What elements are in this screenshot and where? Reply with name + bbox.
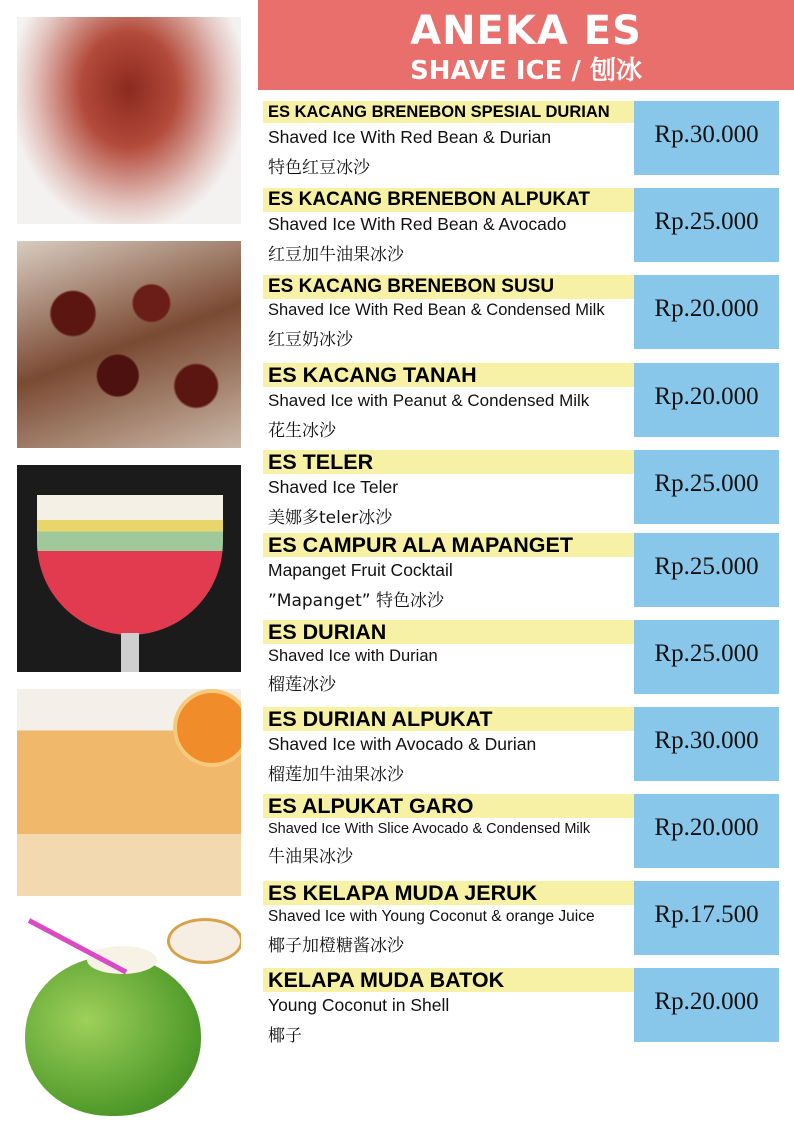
item-price: Rp.20.000 [634,794,779,868]
item-name: ES DURIAN ALPUKAT [263,707,635,731]
item-price: Rp.20.000 [634,363,779,437]
item-chinese-name: 榴莲冰沙 [268,675,336,695]
item-price: Rp.20.000 [634,968,779,1042]
photo-young-coconut [17,912,241,1119]
item-chinese-name: 榴莲加牛油果冰沙 [268,765,404,785]
menu-title: ANEKA ES [410,8,642,54]
item-name: ES ALPUKAT GARO [263,794,635,818]
item-description: Shaved Ice with Peanut & Condensed Milk [268,391,590,410]
item-price: Rp.17.500 [634,881,779,955]
item-chinese-name: 牛油果冰沙 [268,847,353,867]
item-name: ES KELAPA MUDA JERUK [263,881,635,905]
item-name: ES KACANG BRENEBON SPESIAL DURIAN [263,101,635,123]
item-name: ES CAMPUR ALA MAPANGET [263,533,635,557]
item-description: Shaved Ice With Red Bean & Avocado [268,214,567,234]
item-chinese-name: 椰子加橙糖酱冰沙 [268,936,404,956]
item-name: ES TELER [263,450,635,474]
item-description: Shaved Ice with Avocado & Durian [268,734,537,754]
item-description: Shaved Ice With Slice Avocado & Condensed Milk [268,821,591,837]
item-price: Rp.30.000 [634,101,779,175]
item-name: ES KACANG TANAH [263,363,635,387]
item-chinese-name: ”Mapanget” 特色冰沙 [268,591,445,611]
photo-red-bean-durian [17,17,241,224]
item-description: Shaved Ice with Young Coconut & orange Juice [268,908,595,925]
menu-subtitle: SHAVE ICE / 刨冰 [410,56,642,86]
item-name: KELAPA MUDA BATOK [263,968,635,992]
item-chinese-name: 红豆奶冰沙 [268,330,353,350]
item-description: Shaved Ice Teler [268,477,399,497]
item-name: ES KACANG BRENEBON SUSU [263,275,635,299]
item-name: ES KACANG BRENEBON ALPUKAT [263,188,635,212]
photo-es-teler [17,465,241,672]
item-description: Shaved Ice With Red Bean & Condensed Milk [268,301,605,319]
item-description: Shaved Ice With Red Bean & Durian [268,127,552,147]
photo-fruit-cocktail [17,689,241,896]
item-price: Rp.25.000 [634,533,779,607]
item-name: ES DURIAN [263,620,635,644]
item-price: Rp.25.000 [634,188,779,262]
item-price: Rp.25.000 [634,450,779,524]
item-description: Young Coconut in Shell [268,995,450,1015]
photo-red-bean-ice [17,241,241,448]
item-chinese-name: 美娜多teler冰沙 [268,508,393,528]
item-chinese-name: 椰子 [268,1026,302,1046]
item-chinese-name: 特色红豆冰沙 [268,158,370,178]
item-description: Mapanget Fruit Cocktail [268,560,453,580]
item-price: Rp.25.000 [634,620,779,694]
item-chinese-name: 花生冰沙 [268,421,336,441]
item-chinese-name: 红豆加牛油果冰沙 [268,245,404,265]
item-price: Rp.30.000 [634,707,779,781]
item-description: Shaved Ice with Durian [268,647,438,665]
menu-header [258,0,794,90]
item-price: Rp.20.000 [634,275,779,349]
